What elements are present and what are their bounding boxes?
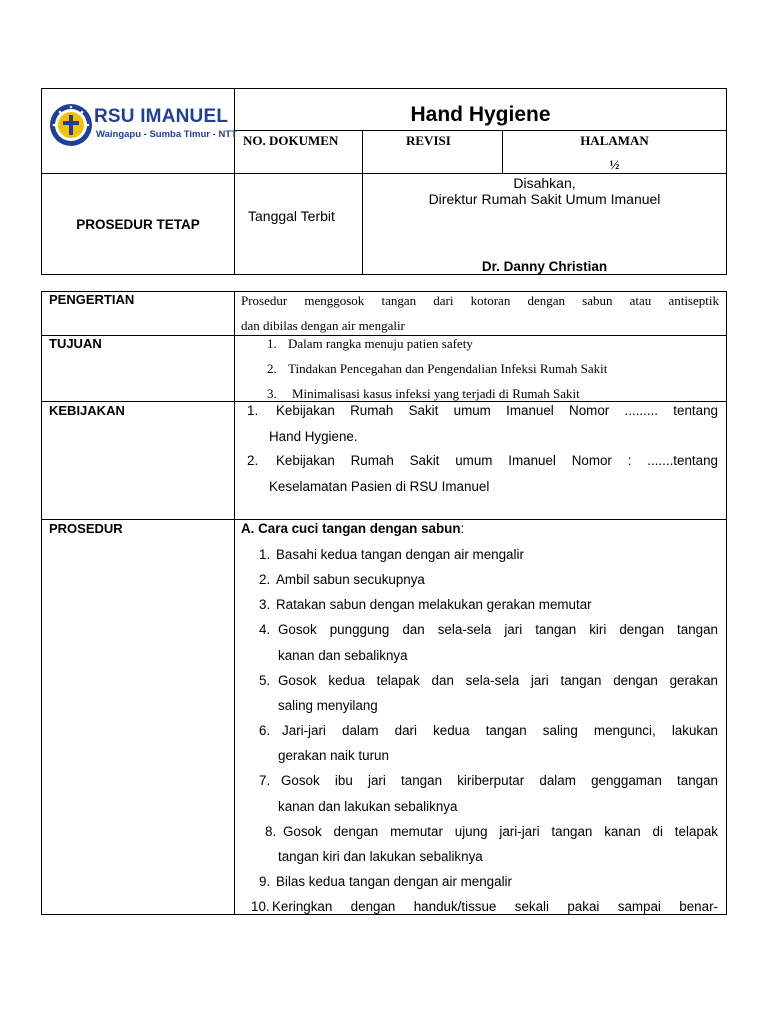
list-item-text: Kebijakan Rumah Sakit umum Imanuel Nomor ......... tentang (276, 403, 718, 418)
halaman-value: ½ (609, 156, 620, 172)
list-item-number: 5. (259, 673, 271, 688)
list-item-text: Basahi kedua tangan dengan air mengalir (276, 547, 524, 562)
list-item-text: Ratakan sabun dengan melakukan gerakan memutar (276, 597, 592, 612)
list-item-number: 1. (267, 336, 277, 351)
list-item-text: Ambil sabun secukupnya (276, 572, 425, 587)
list-item-text: Minimalisasi kasus infeksi yang terjadi di Rumah Sakit (292, 386, 580, 401)
list-item-text: Jari-jari dalam dari kedua tangan saling mengunci, lakukan (282, 723, 718, 738)
tujuan-label: TUJUAN (49, 336, 102, 351)
list-item-number: 4. (259, 622, 271, 637)
col-halaman: HALAMAN (580, 132, 649, 148)
list-item-number: 3. (267, 386, 277, 401)
pengertian-line-1: Prosedur menggosok tangan dari kotoran dengan sabun atau antiseptik (241, 293, 719, 308)
col-revisi: REVISI (406, 133, 451, 148)
list-item-text: kanan dan lakukan sebaliknya (278, 799, 458, 814)
list-item-text: saling menyilang (278, 698, 378, 713)
list-item-text: Gosok dengan memutar ujung jari-jari tangan kanan di telapak (283, 824, 718, 839)
list-item-text: Keselamatan Pasien di RSU Imanuel (269, 479, 490, 494)
list-item-number: 6. (259, 723, 271, 738)
list-item-number: 10. (251, 899, 270, 914)
list-item-number: 2. (259, 572, 271, 587)
hospital-seal-icon (49, 103, 93, 147)
hospital-logo (46, 100, 237, 160)
prosedur-heading (241, 521, 464, 536)
list-item-number: 2. (247, 453, 259, 468)
list-item (267, 386, 580, 402)
list-item-number: 9. (259, 874, 271, 889)
list-item-number: 1. (259, 547, 271, 562)
col-no-dokumen: NO. DOKUMEN (243, 133, 339, 148)
list-item-number: 1. (247, 403, 259, 418)
prosedur-heading-colon: : (460, 521, 465, 536)
list-item-text: Gosok ibu jari tangan kiriberputar dalam genggaman tangan (281, 773, 718, 788)
prosedur-heading-text: A. Cara cuci tangan dengan sabun (241, 521, 461, 536)
list-item-number: 2. (267, 361, 277, 376)
list-item-number: 8. (265, 824, 277, 839)
list-item-text: Dalam rangka menuju patien safety (288, 336, 473, 351)
list-item-text: Kebijakan Rumah Sakit umum Imanuel Nomor : .......tentang (276, 453, 718, 468)
list-item-text: Gosok kedua telapak dan sela-sela jari tangan dengan gerakan (278, 673, 718, 688)
prosedur-tetap-label: PROSEDUR TETAP (76, 216, 200, 232)
list-item-text: Bilas kedua tangan dengan air mengalir (276, 874, 512, 889)
list-item-text: Tindakan Pencegahan dan Pengendalian Infeksi Rumah Sakit (288, 361, 608, 376)
signer-name: Dr. Danny Christian (481, 258, 608, 274)
tanggal-terbit-label: Tanggal Terbit (248, 208, 335, 224)
disahkan-label: Disahkan, (513, 175, 576, 191)
list-item-text: Keringkan dengan handuk/tissue sekali pakai sampai benar- (272, 899, 718, 914)
pengertian-line-2: dan dibilas dengan air mengalir (241, 318, 405, 333)
pengertian-label: PENGERTIAN (49, 292, 135, 307)
list-item-text: Gosok punggung dan sela-sela jari tangan kiri dengan tangan (278, 622, 718, 637)
logo-subtitle: Waingapu - Sumba Timur - NTT (96, 129, 237, 140)
logo-name: RSU IMANUEL (94, 106, 229, 127)
direktur-label: Direktur Rumah Sakit Umum Imanuel (428, 191, 661, 207)
list-item-text: kanan dan sebaliknya (278, 648, 408, 663)
document-title: Hand Hygiene (410, 103, 551, 126)
list-item-text: tangan kiri dan lakukan sebaliknya (278, 849, 483, 864)
prosedur-label: PROSEDUR (49, 521, 123, 536)
list-item-number: 7. (259, 773, 271, 788)
list-item (267, 361, 607, 377)
list-item (267, 336, 473, 352)
list-item-number: 3. (259, 597, 271, 612)
kebijakan-label: KEBIJAKAN (49, 403, 125, 418)
list-item-text: gerakan naik turun (278, 748, 389, 763)
list-item-text: Hand Hygiene. (269, 429, 358, 444)
